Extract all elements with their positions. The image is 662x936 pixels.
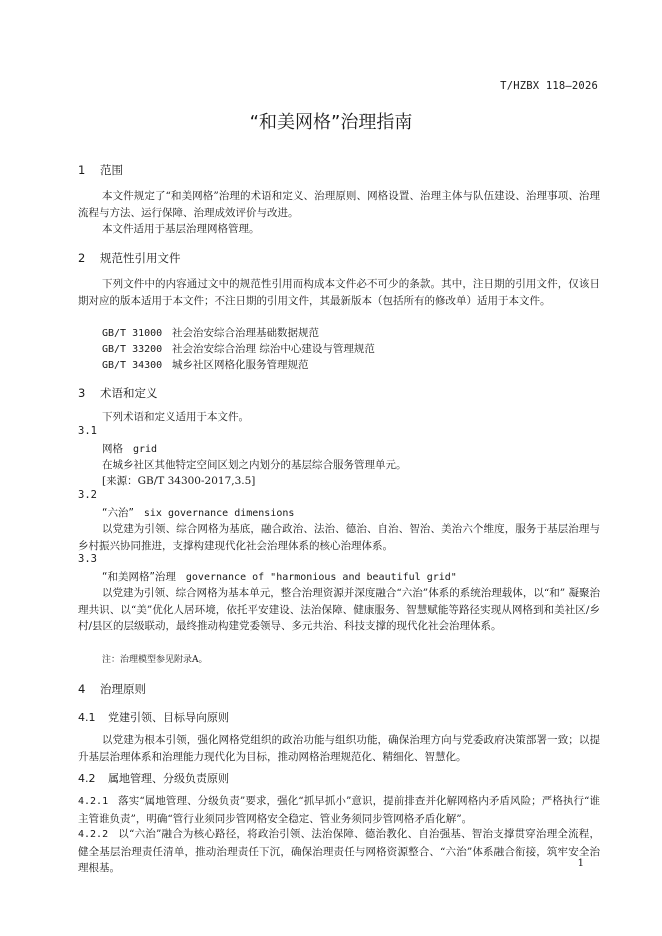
subsection-title: 党建引领、目标导向原则 [108, 711, 229, 724]
section-heading-principles [78, 681, 146, 697]
reference-item [102, 325, 319, 340]
document-id: T/HZBX 118—2026 [500, 80, 598, 92]
section-title: 范围 [100, 163, 123, 177]
term-number: 3.1 [78, 425, 97, 437]
reference-code: GB/T 34300 [102, 360, 163, 371]
term-entry [102, 569, 457, 584]
reference-item [102, 341, 375, 356]
document-title: “和美网格”治理指南 [249, 112, 413, 133]
reference-title: 社会治安综合治理基础数据规范 [172, 327, 319, 339]
paragraph: 下列术语和定义适用于本文件。 [102, 411, 249, 423]
term-source: [来源：GB/T 34300-2017,3.5] [102, 475, 256, 487]
section-number: 3 [78, 386, 86, 400]
subsection-number: 4.2 [78, 772, 96, 785]
clause [78, 793, 600, 827]
reference-title: 城乡社区网格化服务管理规范 [172, 359, 309, 371]
term-definition: 以党建为引领、综合网格为基底，融合政治、法治、德治、自治、智治、美治六个维度，服务于基层治理与乡村振兴协同推进，支撑构建现代化社会治理体系的核心治理体系。 [78, 523, 600, 552]
term-note: 注：治理模型参见附录A。 [102, 655, 208, 665]
section-heading-terms [78, 385, 158, 401]
clause [78, 826, 600, 877]
term-english: grid [133, 444, 158, 455]
subsection-title: 属地管理、分级负责原则 [108, 772, 229, 785]
term-name: “六治” [102, 507, 134, 519]
page-number: 1 [577, 858, 584, 869]
section-heading-scope [78, 162, 123, 178]
term-definition: 以党建为引领、综合网格为基本单元，整合治理资源并深度融合“六治”体系的系统治理载体，以“和” 凝聚治理共识、以“美”优化人居环境，依托平安建设、法治保障、健康服务、智慧赋能等路径实现从网格到和美社区/乡村/县区的层级联动，最终推动构建党委领导、多元共治、科技支撑的现代化社会治理体系。 [78, 587, 600, 632]
term-definition: 在城乡社区其他特定空间区划之内划分的基层综合服务管理单元。 [102, 459, 407, 471]
paragraph: 本文件规定了“和美网格”治理的术语和定义、治理原则、网格设置、治理主体与队伍建设、治理事项、治理流程与方法、运行保障、治理成效评价与改进。 [78, 190, 600, 219]
section-number: 2 [78, 251, 86, 265]
subsection-heading [78, 770, 229, 786]
term-number: 3.3 [78, 553, 97, 565]
section-number: 1 [78, 163, 86, 177]
term-number: 3.2 [78, 489, 97, 501]
term-entry [102, 505, 294, 520]
reference-code: GB/T 31000 [102, 328, 163, 339]
clause-text: 落实“属地管理、分级负责”要求，强化“抓早抓小”意识，提前排查并化解网格内矛盾风险；严格执行“谁主管谁负责”，明确“管行业须同步管网格安全稳定、管业务须同步管网格矛盾化解”。 [78, 795, 600, 825]
section-title: 术语和定义 [100, 386, 158, 400]
section-heading-normative-refs [78, 250, 181, 266]
clause-text: 以“六治”融合为核心路径，将政治引领、法治保障、德治教化、自治强基、智治支撑贯穿治理全流程，健全基层治理责任清单，推动治理责任下沉，确保治理责任与网格资源整合、“六治”体系融合衔接，筑牢安全治理根基。 [78, 828, 600, 874]
term-name: “和美网格”治理 [102, 571, 176, 583]
section-title: 规范性引用文件 [100, 251, 181, 265]
term-english: governance of "harmonious and beautiful grid" [185, 572, 457, 583]
subsection-number: 4.1 [78, 711, 96, 724]
term-english: six governance dimensions [143, 508, 295, 519]
section-number: 4 [78, 682, 86, 696]
term-entry [102, 441, 157, 456]
clause-number: 4.2.1 [78, 796, 109, 807]
paragraph: 下列文件中的内容通过文中的规范性引用而构成本文件必不可少的条款。其中，注日期的引用文件，仅该日期对应的版本适用于本文件；不注日期的引用文件，其最新版本（包括所有的修改单）适用于本文件。 [78, 278, 600, 307]
subsection-heading [78, 709, 229, 725]
section-title: 治理原则 [100, 682, 146, 696]
reference-code: GB/T 33200 [102, 344, 163, 355]
reference-item [102, 357, 309, 372]
paragraph: 以党建为根本引领，强化网格党组织的政治功能与组织功能，确保治理方向与党委政府决策部署一致；以提升基层治理体系和治理能力现代化为目标，推动网格治理规范化、精细化、智慧化。 [78, 734, 600, 763]
term-name: 网格 [102, 443, 123, 455]
paragraph: 本文件适用于基层治理网格管理。 [102, 223, 260, 235]
clause-number: 4.2.2 [78, 829, 109, 840]
reference-title: 社会治安综合治理 综治中心建设与管理规范 [172, 343, 375, 355]
